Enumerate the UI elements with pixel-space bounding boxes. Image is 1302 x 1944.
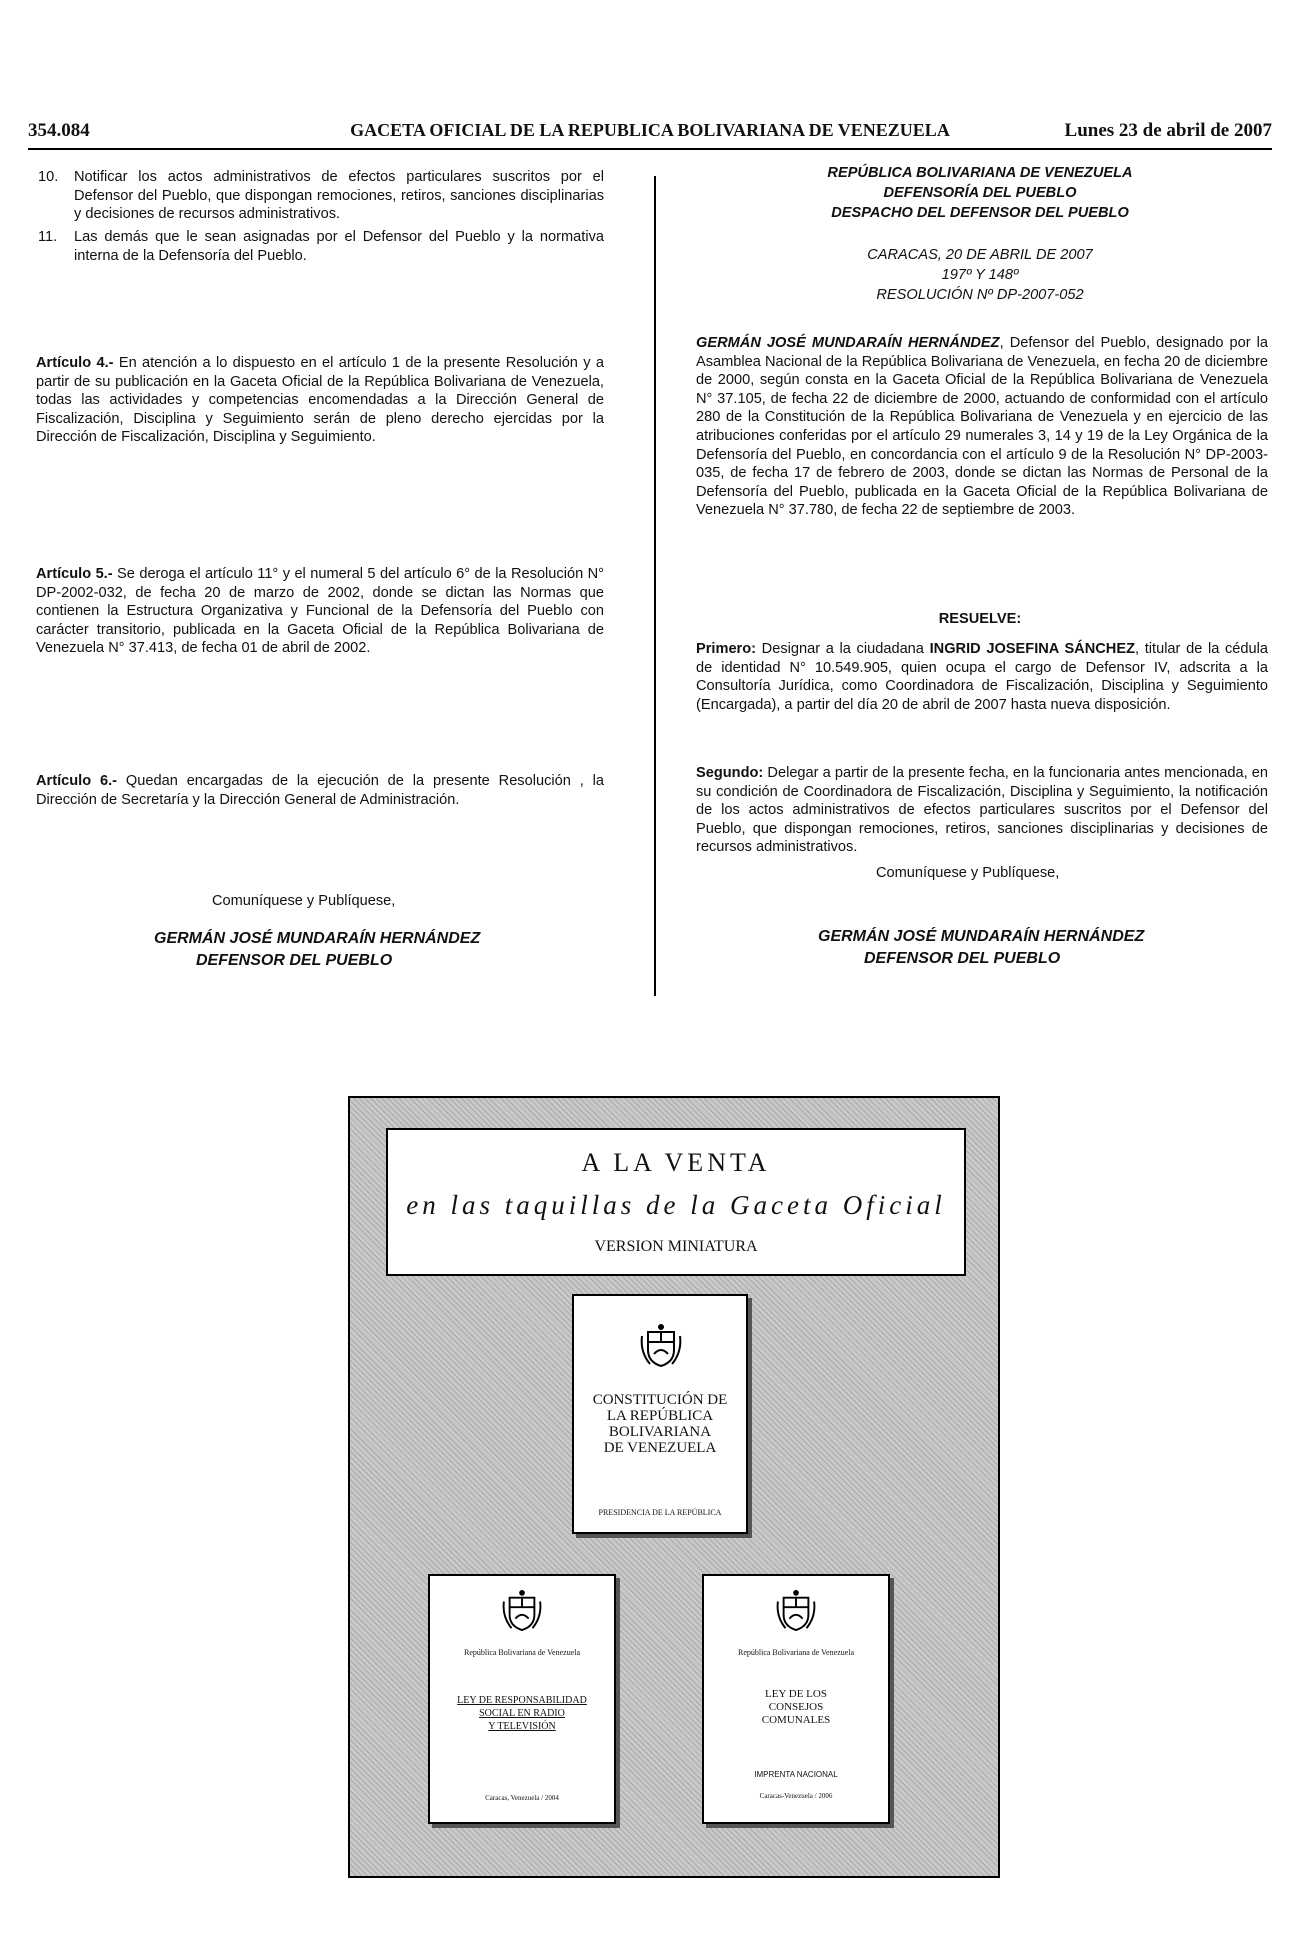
segundo-label: Segundo: [696,765,764,781]
sale-advertisement [348,1096,1000,1878]
book-title [574,1392,746,1456]
book-title-line: CONSTITUCIÓN DE [592,1392,728,1408]
republic-heading: REPÚBLICA BOLIVARIANA DE VENEZUELA [827,165,1133,181]
article-6-label: Artículo 6.- [36,773,118,789]
article-6-text: Quedan encargadas de la ejecución de la presente Resolución , la Dirección de Secretaría y la Dirección General de Administración. [36,773,604,808]
closing-text: Comuníquese y Publíquese, [876,865,1060,881]
article-4-text: En atención a lo dispuesto en el artículo 1 de la presente Resolución y a partir de su publicación en la Gaceta Oficial de la República Bolivariana de Venezuela, todas las actividades y competencias encomendadas a la Dirección General de Fiscalización, Disciplina y Seguimiento serán de pleno derecho ejercidas por la Dirección de Fiscalización, Disciplina y Seguimiento. [36,355,604,446]
gazette-title: GACETA OFICIAL DE LA REPUBLICA BOLIVARIANA DE VENEZUELA [350,120,950,140]
signature-title: DEFENSOR DEL PUEBLO [864,950,1061,967]
institution-heading: DEFENSORÍA DEL PUEBLO [883,185,1077,201]
issue-date: Lunes 23 de abril de 2007 [1064,120,1272,141]
signature-name: GERMÁN JOSÉ MUNDARAÍN HERNÁNDEZ [154,930,481,947]
list-item [38,228,604,265]
book-title-line: LEY DE LOS [765,1688,827,1700]
book-title-line: Y TELEVISIÓN [488,1721,556,1732]
book-title [704,1688,888,1727]
list-item-number: 11. [38,229,58,245]
list-item-text: Las demás que le sean asignadas por el Defensor del Pueblo y la normativa interna de la Defensoría del Pueblo. [74,229,604,264]
ad-version-label: VERSION MINIATURA [594,1238,758,1255]
article-5-text: Se deroga el artículo 11° y el numeral 5 del artículo 6° de la Resolución N° DP-2002-032, de fecha 20 de marzo de 2002, donde se dictan las Normas que contienen la Estructura Organizativa y Funcional de la Defensoría del Pueblo con carácter transitorio, publicada en la Gaceta Oficial de la República Bolivariana de Venezuela N° 37.413, de fecha 01 de abril de 2002. [36,566,604,657]
closing-text: Comuníquese y Publíquese, [212,893,396,909]
resuelve-heading: RESUELVE: [938,611,1022,627]
page-header [28,118,1272,150]
preamble-text: , Defensor del Pueblo, designado por la Asamblea Nacional de la República Bolivariana de Venezuela, en fecha 20 de diciembre de 2000, según consta en la Gaceta Oficial de la República Bolivariana de Venezuela N° 37.105, de fecha 22 de diciembre de 2000, actuando de conformidad con el artículo 280 de la Constitución de la República Bolivariana de Venezuela y en ejercicio de las atribuciones conferidas por el artículo 29 numerales 3, 14 y 19 de la Ley Orgánica de la Defensoría del Pueblo, en concordancia con el artículo 9 de la Resolución N° DP-2003-035, de fecha 17 de febrero de 2003, donde se dictan las Normas de Personal de la Defensoría del Pueblo, publicada en la Gaceta Oficial de la República Bolivariana de Venezuela N° 37.780, de fecha 22 de septiembre de 2003. [696,335,1269,519]
resolution-number: RESOLUCIÓN Nº DP-2007-052 [876,287,1084,303]
coat-of-arms-icon [640,1322,682,1370]
list-item-number: 10. [38,169,59,185]
book-footer: PRESIDENCIA DE LA REPÚBLICA [598,1508,722,1517]
signature-name: GERMÁN JOSÉ MUNDARAÍN HERNÁNDEZ [818,928,1145,945]
coat-of-arms-icon [776,1588,816,1634]
book-publisher: IMPRENTA NACIONAL [754,1770,838,1779]
coat-of-arms-icon [502,1588,542,1634]
list-item-text: Notificar los actos administrativos de efectos particulares suscritos por el Defensor del Pueblo, que dispongan remociones, retiros, sanciones disciplinarias y decisiones de recursos administrativos. [74,169,604,223]
preamble [696,334,1268,520]
page-number: 354.084 [28,120,90,141]
book-header: República Bolivariana de Venezuela [737,1648,855,1657]
signature-title: DEFENSOR DEL PUEBLO [196,952,393,969]
primero-text-a: Designar a la ciudadana [756,641,930,657]
column-divider [654,176,656,996]
article-4 [36,354,604,447]
book-ley-consejos-comunales [702,1574,890,1824]
book-footer: Caracas, Venezuela / 2004 [485,1794,559,1802]
article-4-label: Artículo 4.- [36,355,114,371]
book-title-line: LEY DE RESPONSABILIDAD [457,1695,587,1706]
book-title [430,1694,614,1733]
primero-label: Primero: [696,641,757,657]
segundo-text: Delegar a partir de la presente fecha, en la funcionaria antes mencionada, en su condición de Coordinadora de Fiscalización, Disciplina y Seguimiento, la notificación de los actos administrativos de efectos particulares suscritos por el Defensor del Pueblo, que dispongan remociones, retiros, sanciones disciplinarias y decisiones de recursos administrativos. [696,765,1268,856]
primero-text-b: , titular de la cédula de identidad N° 10.549.905, quien ocupa el cargo de Defensor IV, adscrita a la Consultoría Jurídica, como Coordinadora de Fiscalización, Disciplina y Seguimiento (Encargada), a partir del día 20 de abril de 2007 hasta nueva disposición. [696,641,1269,713]
book-title-line: COMUNALES [761,1714,831,1726]
book-title-line: DE VENEZUELA [603,1440,717,1456]
ad-headline: A LA VENTA [581,1148,771,1177]
book-header: República Bolivariana de Venezuela [463,1648,581,1657]
book-footer: Caracas-Venezuela / 2006 [759,1792,833,1800]
article-6 [36,772,604,809]
book-ley-responsabilidad [428,1574,616,1824]
ad-banner [386,1128,966,1276]
book-constitution [572,1294,748,1534]
book-title-line: SOCIAL EN RADIO [479,1708,565,1719]
office-heading: DESPACHO DEL DEFENSOR DEL PUEBLO [831,205,1129,221]
list-item [38,168,604,224]
place-date: CARACAS, 20 DE ABRIL DE 2007 [867,247,1093,263]
article-5-label: Artículo 5.- [36,566,113,582]
book-title-line: BOLIVARIANA [608,1424,712,1440]
article-5 [36,565,604,658]
article-segundo [696,764,1268,857]
years-line: 197º Y 148º [941,267,1019,283]
article-primero [696,640,1268,714]
designee-name: INGRID JOSEFINA SÁNCHEZ [929,641,1135,657]
ad-subheadline: en las taquillas de la Gaceta Oficial [406,1190,946,1220]
preamble-name: GERMÁN JOSÉ MUNDARAÍN HERNÁNDEZ [696,335,1000,351]
book-title-line: LA REPÚBLICA [606,1408,714,1424]
book-title-line: CONSEJOS [768,1701,824,1713]
